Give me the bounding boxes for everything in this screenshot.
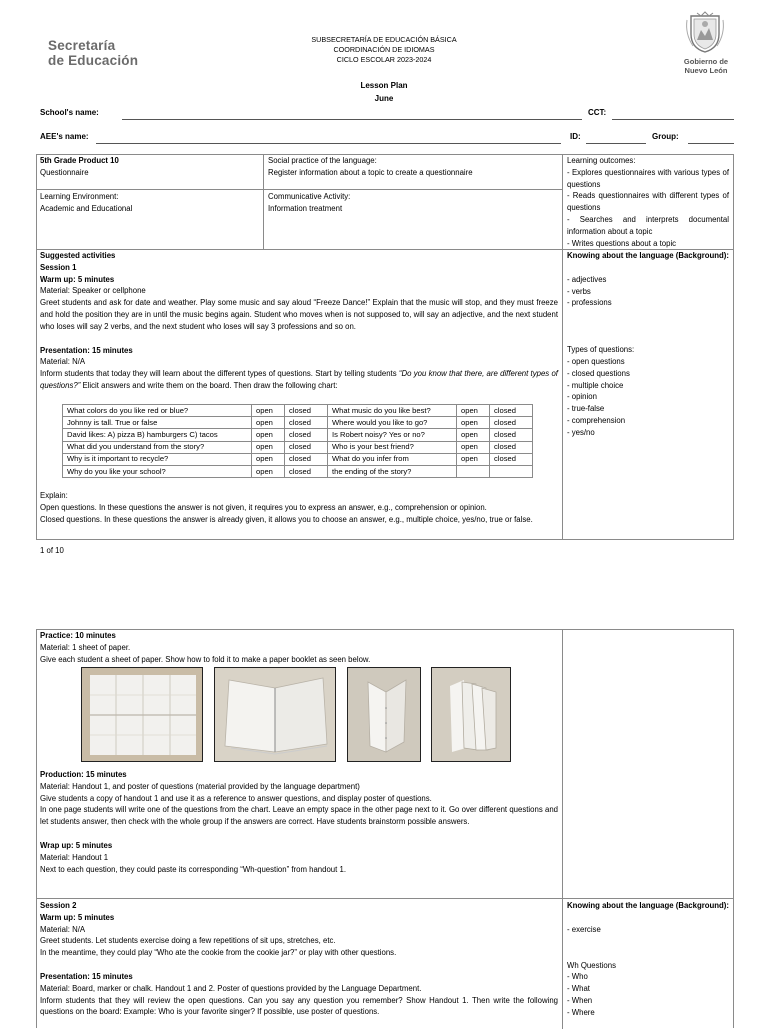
wh-item: - Who — [567, 972, 588, 982]
divider — [562, 629, 563, 1029]
header-line-1: SUBSECRETARÍA DE EDUCACIÓN BÁSICA — [311, 35, 457, 44]
page-month: June — [374, 94, 394, 103]
warmup-material: Material: Speaker or cellphone — [40, 286, 146, 296]
communicative-value: Information treatment — [268, 203, 343, 213]
social-practice-label: Social practice of the language: — [268, 156, 377, 165]
chart-cell: closed — [285, 465, 328, 477]
header-line-3: CICLO ESCOLAR 2023-2024 — [336, 55, 432, 64]
s2-presentation-material: Material: Board, marker or chalk. Handout 1 and 2. Poster of questions provided by the Language Department. — [40, 983, 422, 993]
chart-cell: the ending of the story? — [328, 465, 457, 477]
knowing-language-cell — [567, 250, 729, 439]
explain-open: Open questions. In these questions the answer is not given, it requires you to express an answer, e.g., comprehension or opinion. — [40, 502, 487, 512]
divider — [562, 154, 563, 540]
chart-cell: David likes: A) pizza B) hamburgers C) tacos — [63, 429, 252, 441]
id-label: ID: — [570, 132, 581, 141]
school-name-label: School's name: — [40, 108, 99, 117]
knowing-item: - professions — [567, 298, 612, 308]
presentation-title: Presentation: 15 minutes — [40, 345, 133, 355]
chart-cell: What music do you like best? — [328, 405, 457, 417]
secretaria-logo — [48, 38, 138, 68]
explain-label: Explain: — [40, 491, 68, 500]
chart-cell: Johnny is tall. True or false — [63, 417, 252, 429]
presentation-text-a: Inform students that today they will learn about the different types of questions. Start by telling students — [40, 369, 399, 379]
chart-cell: What colors do you like red or blue? — [63, 405, 252, 417]
communicative-cell — [268, 191, 558, 215]
types-item: - open questions — [567, 356, 625, 366]
chart-cell: closed — [490, 429, 533, 441]
product-cell — [40, 155, 260, 179]
chart-cell: open — [252, 429, 285, 441]
wh-item: - When — [567, 995, 593, 1005]
chart-cell: open — [252, 441, 285, 453]
types-item: - yes/no — [567, 427, 595, 437]
outcome-item: - Searches and interprets documental information about a topic — [567, 214, 729, 236]
school-name-field[interactable] — [122, 119, 582, 120]
s2-knowing-cell — [567, 900, 729, 1019]
chart-row — [63, 465, 533, 477]
gobierno-logo — [670, 57, 742, 75]
explain-closed: Closed questions. In these questions the answer is already given, it allows you to choose an answer, e.g., multiple choice, yes/no, true or false. — [40, 514, 533, 524]
outcome-item: - Explores questionnaires with various types of questions — [567, 167, 729, 189]
aee-name-field[interactable] — [96, 143, 561, 144]
group-label: Group: — [652, 132, 679, 141]
chart-cell — [457, 465, 490, 477]
chart-cell: closed — [490, 453, 533, 465]
s2-warmup-material: Material: N/A — [40, 924, 86, 934]
gov-line-2: Nuevo León — [684, 66, 728, 75]
chart-cell: closed — [285, 429, 328, 441]
explain-block — [40, 490, 558, 525]
chart-cell: open — [457, 417, 490, 429]
types-item: - multiple choice — [567, 380, 624, 390]
header-center — [260, 35, 508, 65]
warmup-text: Greet students and ask for date and weather. Play some music and say aloud “Freeze Dance!” Explain that the music will stop, and they must freeze and hold the position they are in until the music begins again. Student who moves when is not supposed to, will say an adjective, and the next student who loses will say 2 verbs, and the next student who loses will say 3 professions and so on. — [40, 298, 558, 331]
s2-presentation-title: Presentation: 15 minutes — [40, 971, 133, 981]
chart-cell: open — [252, 405, 285, 417]
chart-cell: Who is your best friend? — [328, 441, 457, 453]
paper-fold-photo-4 — [431, 667, 511, 762]
wrapup-material: Material: Handout 1 — [40, 852, 109, 862]
chart-cell: closed — [490, 405, 533, 417]
practice-title: Practice: 10 minutes — [40, 631, 116, 640]
header-line-2: COORDINACIÓN DE IDIOMAS — [333, 45, 435, 54]
production-material: Material: Handout 1, and poster of questions (material provided by the language department) — [40, 781, 360, 791]
group-field[interactable] — [688, 143, 734, 144]
paper-fold-photo-2 — [214, 667, 336, 762]
chart-row — [63, 429, 533, 441]
aee-name-label: AEE's name: — [40, 132, 89, 141]
s2-warmup-title: Warm up: 5 minutes — [40, 912, 115, 922]
production-block — [40, 769, 558, 875]
divider — [36, 189, 563, 190]
chart-cell: closed — [285, 453, 328, 465]
suggested-activities-label: Suggested activities — [40, 251, 116, 260]
chart-row — [63, 453, 533, 465]
s2-knowing-item: - exercise — [567, 924, 601, 934]
learning-outcomes-cell — [567, 155, 729, 249]
s2-knowing-label: Knowing about the language (Background): — [567, 901, 729, 910]
types-item: - opinion — [567, 392, 597, 402]
gov-line-1: Gobierno de — [683, 57, 729, 66]
logo-line-1: Secretaría — [48, 38, 116, 53]
production-text-2: In one page students will write one of the questions from the chart. Leave an empty space in the other page next to it. Go over different questions and let students answer, then check with the whole group if the answers are correct. Have students brainstorm possible answers. — [40, 805, 558, 827]
production-text-1: Give students a copy of handout 1 and use it as a reference to answer questions, and display poster of questions. — [40, 793, 432, 803]
chart-cell: Why do you like your school? — [63, 465, 252, 477]
warmup-title: Warm up: 5 minutes — [40, 274, 115, 284]
chart-cell: open — [252, 417, 285, 429]
outcome-item: - Writes questions about a topic — [567, 238, 677, 248]
logo-line-2: de Educación — [48, 53, 139, 68]
social-practice-cell — [268, 155, 558, 179]
presentation-material: Material: N/A — [40, 357, 86, 367]
coat-of-arms-icon — [683, 10, 727, 54]
chart-cell: open — [252, 453, 285, 465]
product-label: 5th Grade Product 10 — [40, 156, 119, 165]
page-number: 1 of 10 — [40, 546, 64, 555]
presentation-text — [40, 368, 558, 392]
environment-label: Learning Environment: — [40, 192, 119, 201]
session-2-label: Session 2 — [40, 901, 77, 910]
session-1-label: Session 1 — [40, 262, 77, 272]
environment-cell — [40, 191, 260, 215]
chart-cell: closed — [285, 441, 328, 453]
chart-cell: closed — [490, 441, 533, 453]
divider — [733, 898, 734, 1028]
outcome-item: - Reads questionnaires with different types of questions — [567, 191, 729, 213]
session2-block — [40, 900, 558, 1018]
knowing-item: - adjectives — [567, 274, 607, 284]
chart-cell: Why is it important to recycle? — [63, 453, 252, 465]
chart-cell: open — [457, 429, 490, 441]
knowing-label: Knowing about the language (Background): — [567, 251, 729, 260]
chart-row — [63, 405, 533, 417]
session1-activities — [40, 250, 558, 392]
product-value: Questionnaire — [40, 167, 89, 177]
types-item: - true-false — [567, 404, 605, 414]
types-item: - closed questions — [567, 368, 630, 378]
chart-cell: closed — [490, 417, 533, 429]
presentation-text-b: Elicit answers and write them on the board. Then draw the following chart: — [80, 380, 338, 390]
divider — [36, 898, 37, 1028]
chart-cell: open — [457, 405, 490, 417]
chart-cell: closed — [285, 417, 328, 429]
question-chart — [62, 404, 533, 478]
paper-fold-photo-3 — [347, 667, 421, 762]
s2-presentation-text: Inform students that they will review the open questions. Can you say any question you remember? Show Handout 1. Then write the following questions on the board: Example: Who is your favorite singer? If possible, use poster of questions. — [40, 995, 558, 1017]
chart-cell: Is Robert noisy? Yes or no? — [328, 429, 457, 441]
wrapup-text: Next to each question, they could paste its corresponding “Wh-question” from handout 1. — [40, 864, 346, 874]
environment-value: Academic and Educational — [40, 203, 133, 213]
chart-cell: What do you infer from — [328, 453, 457, 465]
id-field[interactable] — [586, 143, 646, 144]
knowing-item: - verbs — [567, 286, 591, 296]
practice-text: Give each student a sheet of paper. Show how to fold it to make a paper booklet as seen below. — [40, 654, 371, 664]
social-practice-value: Register information about a topic to create a questionnaire — [268, 167, 473, 177]
chart-row — [63, 441, 533, 453]
presentation-text-italic: “Do you know that there, are different types of questions?” — [40, 369, 558, 390]
chart-cell: closed — [285, 405, 328, 417]
types-item: - comprehension — [567, 415, 626, 425]
practice-material: Material: 1 sheet of paper. — [40, 642, 131, 652]
chart-cell: open — [457, 453, 490, 465]
communicative-label: Communicative Activity: — [268, 192, 351, 201]
cct-field[interactable] — [612, 119, 734, 120]
outcomes-label: Learning outcomes: — [567, 156, 636, 165]
chart-cell: open — [457, 441, 490, 453]
chart-row — [63, 417, 533, 429]
wh-label: Wh Questions — [567, 960, 616, 970]
wh-item: - Where — [567, 1007, 595, 1017]
production-title: Production: 15 minutes — [40, 770, 127, 779]
chart-cell — [490, 465, 533, 477]
chart-cell: open — [252, 465, 285, 477]
chart-cell: Where would you like to go? — [328, 417, 457, 429]
wrapup-title: Wrap up: 5 minutes — [40, 840, 113, 850]
paper-fold-photo-1 — [81, 667, 203, 762]
wh-item: - What — [567, 984, 590, 994]
types-label: Types of questions: — [567, 345, 635, 355]
s2-warmup-text-2: In the meantime, they could play “Who ate the cookie from the cookie jar?” or play with other questions. — [40, 948, 397, 958]
page-title: Lesson Plan — [360, 81, 408, 90]
chart-cell: What did you understand from the story? — [63, 441, 252, 453]
divider — [263, 154, 264, 250]
cct-label: CCT: — [588, 108, 607, 117]
s2-warmup-text-1: Greet students. Let students exercise doing a few repetitions of sit ups, stretches, etc. — [40, 936, 336, 946]
practice-block — [40, 630, 558, 665]
